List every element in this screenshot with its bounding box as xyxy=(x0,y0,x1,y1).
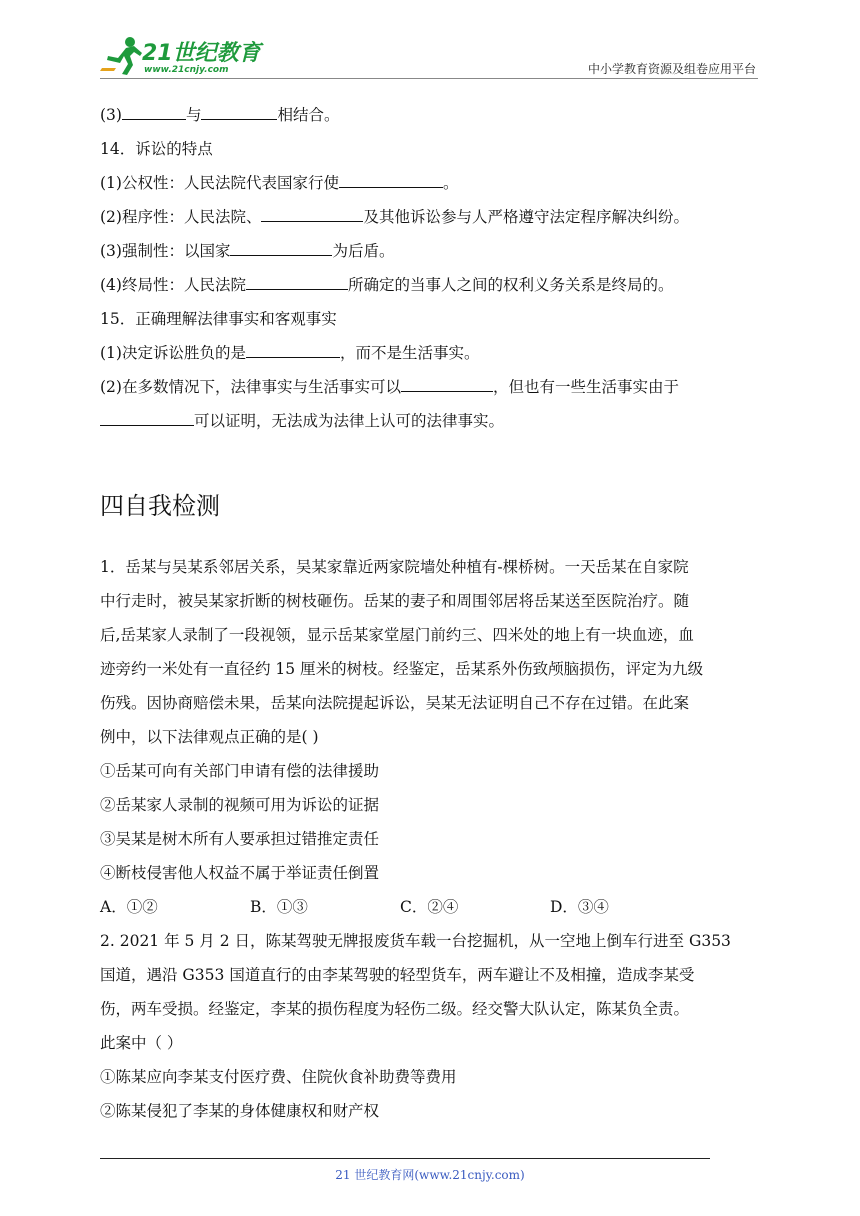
logo xyxy=(100,34,270,78)
question-2 xyxy=(100,924,760,1128)
text: 与 xyxy=(185,106,202,124)
text: 及其他诉讼参与人严格遵守法定程序解决纠纷。 xyxy=(363,208,689,226)
question-text-line: 国道，遇沿 G353 国道直行的由李某驾驶的轻型货车，两车避让不及相撞，造成李某受 xyxy=(100,966,695,984)
text: 相结合。 xyxy=(277,106,340,124)
fill-line-public-power xyxy=(100,166,760,200)
text: 为后盾。 xyxy=(332,242,395,260)
question-text-line: 例中，以下法律观点正确的是( ) xyxy=(100,728,319,746)
option-c[interactable]: C．②④ xyxy=(400,898,459,916)
text: (3) xyxy=(100,106,122,124)
question-text-line: 1．岳某与吴某系邻居关系，吴某家靠近两家院墙处种植有-棵桥树。一天岳某在自家院 xyxy=(100,558,689,576)
statement-item: ①岳某可向有关部门申请有偿的法律援助 xyxy=(100,762,380,780)
question-15-title: 15．正确理解法律事实和客观事实 xyxy=(100,310,337,328)
text: (2)在多数情况下，法律事实与生活事实可以 xyxy=(100,378,401,396)
question-text-line: 后,岳某家人录制了一段视领，显示岳某家堂屋门前约三、四米处的地上有一块血迹，血 xyxy=(100,626,694,644)
page-header xyxy=(100,30,758,80)
question-text-line: 伤，两车受损。经鉴定，李某的损伤程度为轻伤二级。经交警大队认定，陈某负全责。 xyxy=(100,1000,690,1018)
section-title: 四自我检测 xyxy=(100,492,220,520)
answer-blank[interactable] xyxy=(246,271,348,290)
text: (3)强制性：以国家 xyxy=(100,242,231,260)
fill-line-finality xyxy=(100,268,760,302)
text: 可以证明，无法成为法律上认可的法律事实。 xyxy=(194,412,505,430)
answer-blank[interactable] xyxy=(230,237,332,256)
logo-url: www.21cnjy.com xyxy=(144,65,229,75)
text: ，但也有一些生活事实由于 xyxy=(492,378,679,396)
question-text-line: 中行走时，被吴某家折断的树枝砸伤。岳某的妻子和周围邻居将岳某送至医院治疗。随 xyxy=(100,592,690,610)
statement-item: ③吴某是树木所有人要承担过错推定责任 xyxy=(100,830,380,848)
statement-item: ①陈某应向李某支付医疗费、住院伙食补助费等费用 xyxy=(100,1068,457,1086)
text: (2)程序性：人民法院、 xyxy=(100,208,262,226)
answer-blank[interactable] xyxy=(122,101,186,120)
answer-blank[interactable] xyxy=(100,407,194,426)
footer-divider xyxy=(100,1158,710,1159)
answer-blank[interactable] xyxy=(339,169,443,188)
text: (4)终局性：人民法院 xyxy=(100,276,246,294)
header-divider xyxy=(100,78,758,79)
option-a[interactable]: A．①② xyxy=(100,898,158,916)
question-text-line: 迹旁约一米处有一直径约 15 厘米的树枝。经鉴定，岳某系外伤致颅脑损伤，评定为九级 xyxy=(100,660,704,678)
text: (1)公权性：人民法院代表国家行使 xyxy=(100,174,339,192)
fill-line-3 xyxy=(100,98,760,132)
fill-line-consistency xyxy=(100,370,760,404)
runner-logo-icon xyxy=(100,34,144,78)
statement-item: ④断枝侵害他人权益不属于举证责任倒置 xyxy=(100,864,380,882)
statement-item: ②岳某家人录制的视频可用为诉讼的证据 xyxy=(100,796,380,814)
answer-blank[interactable] xyxy=(261,203,363,222)
header-platform-title: 中小学教育资源及组卷应用平台 xyxy=(587,62,756,76)
fill-line-legal-fact xyxy=(100,336,760,370)
question-text-line: 伤残。因协商赔偿未果，岳某向法院提起诉讼，吴某无法证明自己不存在过错。在此案 xyxy=(100,694,690,712)
question-text-line: 2. 2021 年 5 月 2 日，陈某驾驶无牌报废货车载一台挖掘机，从一空地上倒车行进至 G353 xyxy=(100,932,731,950)
text: 。 xyxy=(442,174,459,192)
option-b[interactable]: B．①③ xyxy=(250,898,308,916)
logo-text: 21世纪教育 xyxy=(142,41,261,66)
question-14-title: 14．诉讼的特点 xyxy=(100,140,213,158)
option-d[interactable]: D．③④ xyxy=(550,898,609,916)
answer-blank[interactable] xyxy=(401,373,493,392)
fill-line-procedure xyxy=(100,200,760,234)
question-1 xyxy=(100,550,760,924)
text: (1)决定诉讼胜负的是 xyxy=(100,344,246,362)
text: 所确定的当事人之间的权利义务关系是终局的。 xyxy=(347,276,674,294)
answer-blank[interactable] xyxy=(201,101,277,120)
fill-line-coercion xyxy=(100,234,760,268)
document-body xyxy=(100,98,760,1128)
answer-options xyxy=(100,890,760,924)
text: ，而不是生活事实。 xyxy=(339,344,480,362)
question-text-line: 此案中（ ） xyxy=(100,1034,183,1052)
footer-link[interactable]: 21 世纪教育网(www.21cnjy.com) xyxy=(335,1168,525,1182)
statement-item: ②陈某侵犯了李某的身体健康权和财产权 xyxy=(100,1102,380,1120)
answer-blank[interactable] xyxy=(246,339,340,358)
fill-line-proof xyxy=(100,404,760,438)
